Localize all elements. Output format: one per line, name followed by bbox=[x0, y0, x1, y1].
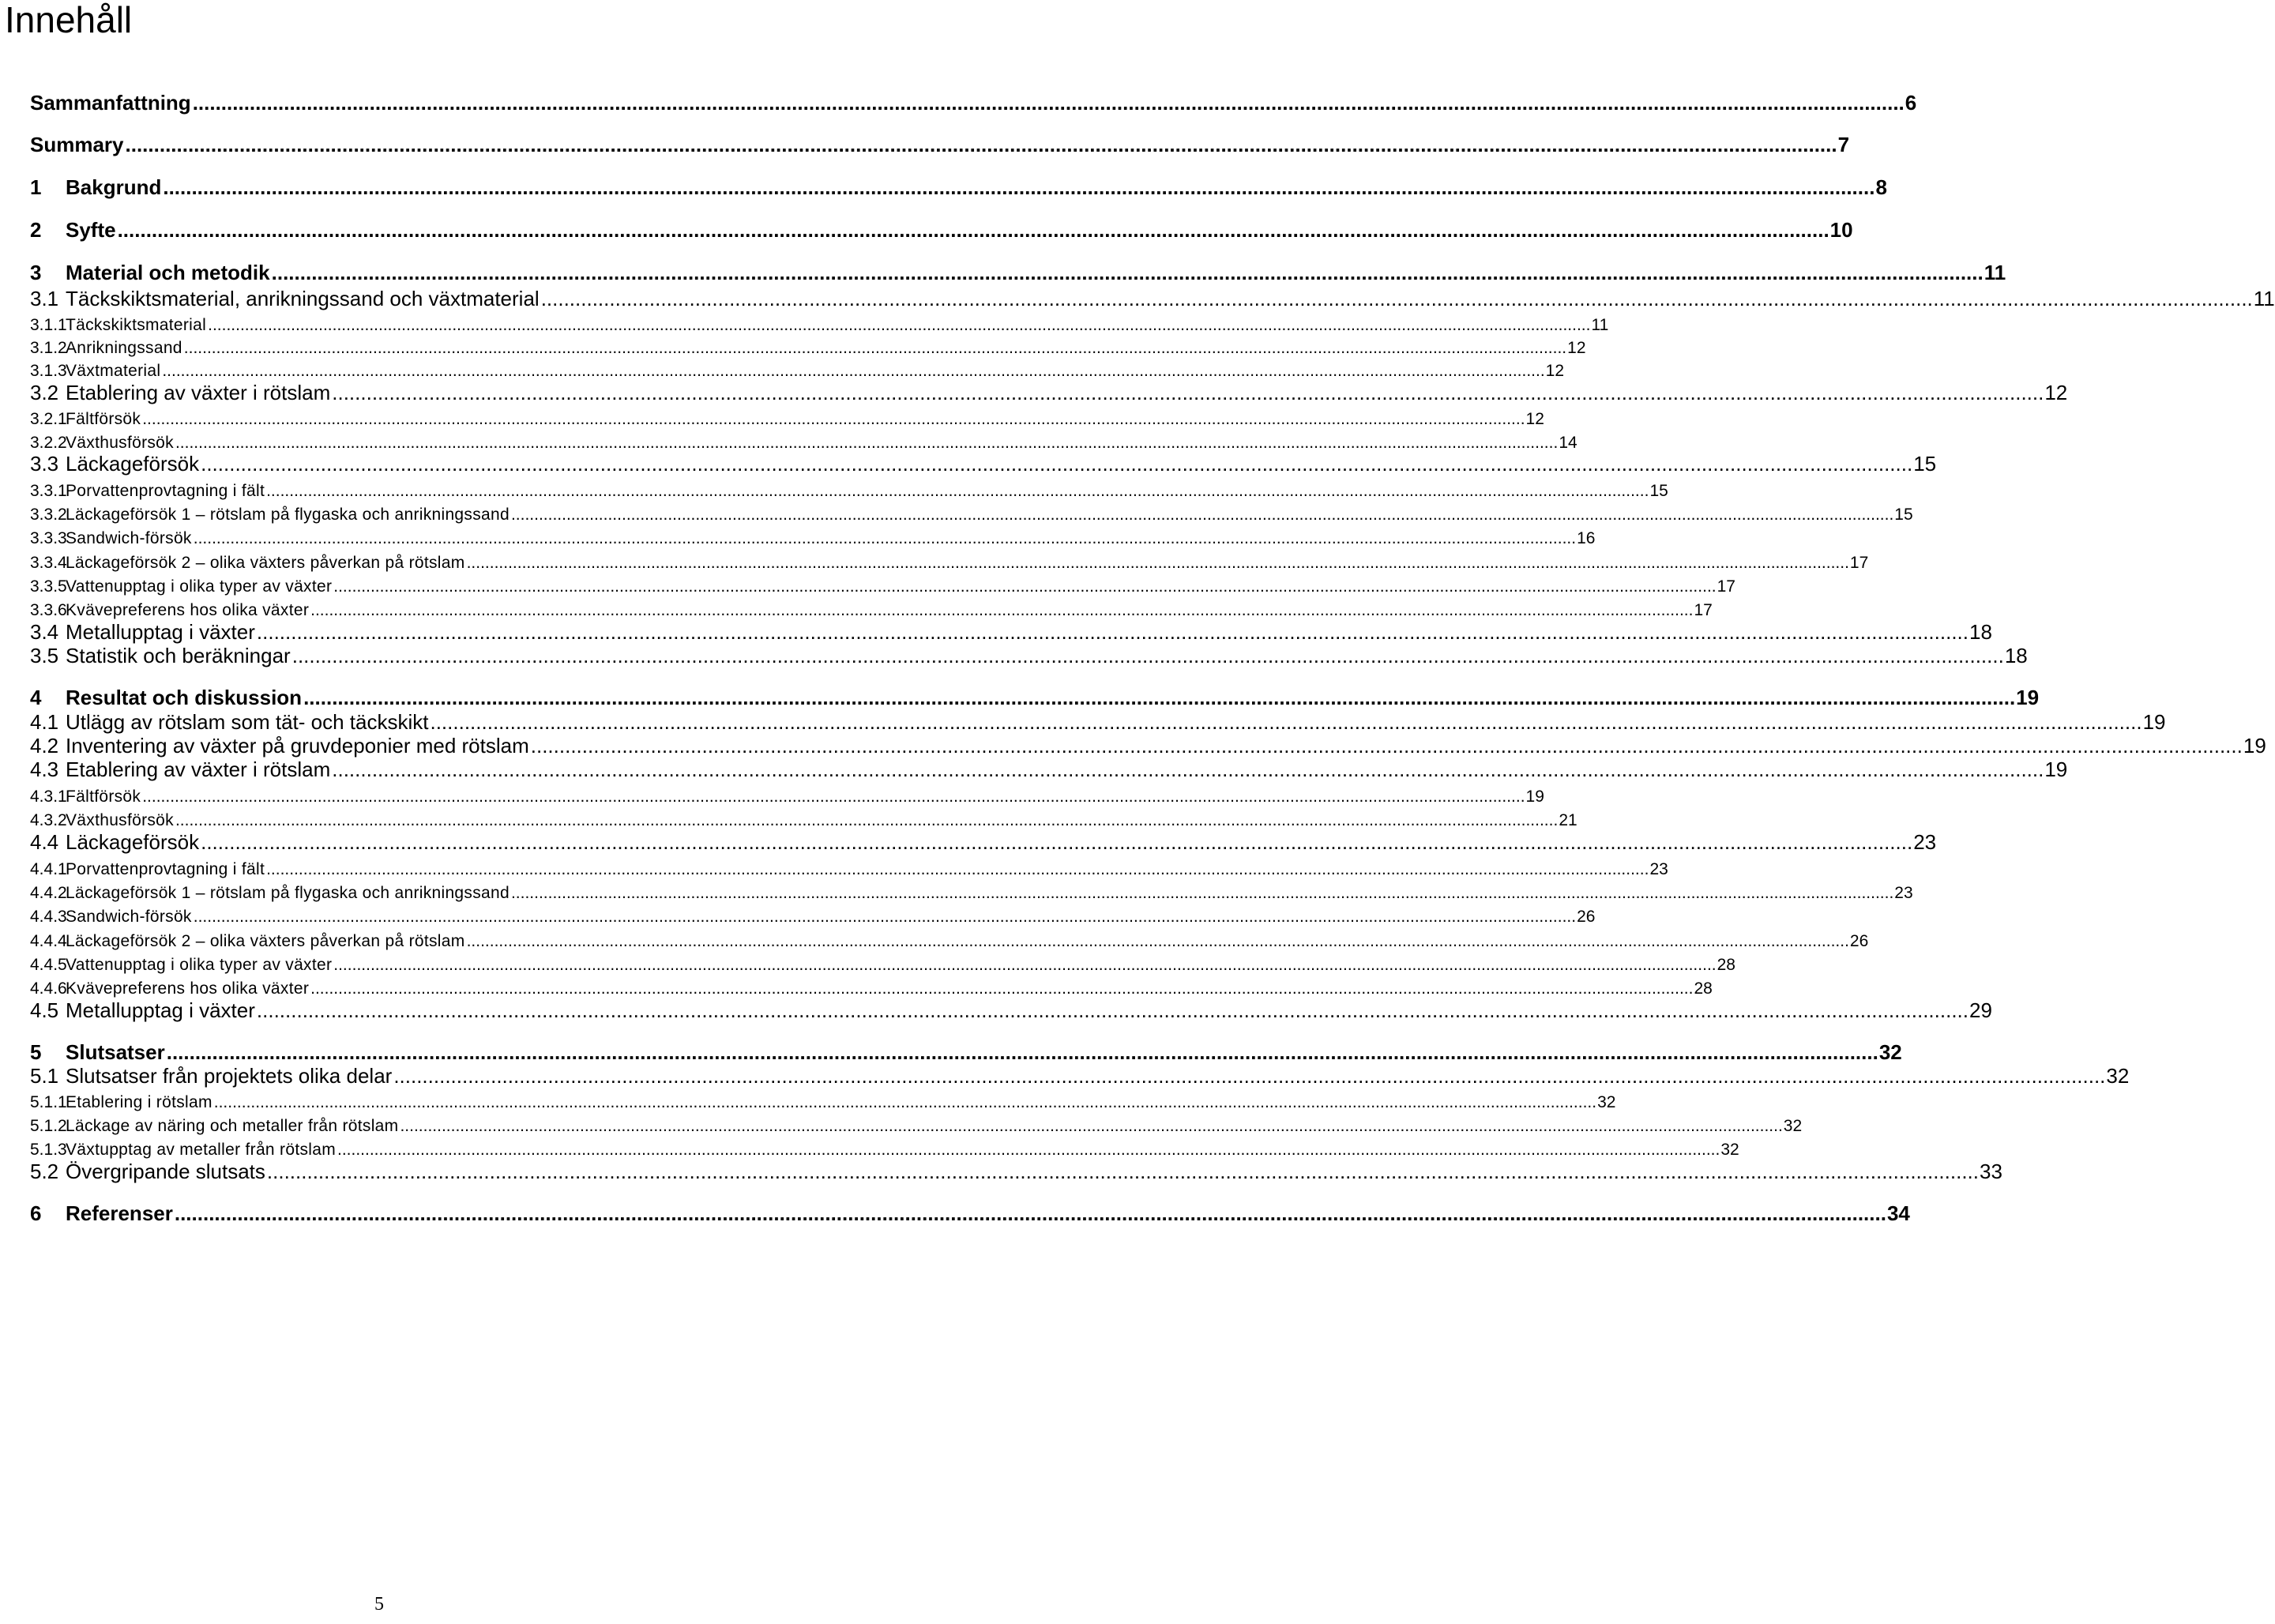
toc-leader-dots: ............................................................................................................................................................................................................................................................................................................ bbox=[208, 316, 1591, 334]
toc-entry-title: Resultat och diskussion bbox=[66, 686, 303, 709]
toc-entry-page: 15 bbox=[1913, 452, 1937, 476]
toc-entry-title: Summary bbox=[30, 133, 124, 156]
toc-entry-number: 2 bbox=[30, 218, 42, 242]
toc-leader-dots: ............................................................................................................................................................................................................................................................................................................ bbox=[183, 339, 1567, 357]
toc-entry-title: Referenser bbox=[66, 1201, 173, 1225]
toc-entry-number: 4.4.6 bbox=[30, 979, 67, 998]
toc-entry-number: 6 bbox=[30, 1201, 42, 1225]
toc-entry[interactable] bbox=[0, 1092, 1616, 1112]
toc-entry-number: 3.1.2 bbox=[30, 339, 67, 357]
toc-entry-number: 3.1.3 bbox=[30, 362, 67, 380]
toc-entry-page: 17 bbox=[1717, 577, 1735, 596]
toc-entry-number: 4.4.3 bbox=[30, 908, 67, 926]
toc-entry-page: 15 bbox=[1894, 506, 1913, 524]
toc-entry[interactable] bbox=[0, 859, 1668, 879]
toc-entry-page: 18 bbox=[2004, 644, 2028, 667]
toc-leader-dots: ............................................................................................................................................................................................................................................................................................................ bbox=[175, 811, 1559, 829]
toc-entry[interactable] bbox=[0, 528, 1596, 548]
toc-entry[interactable] bbox=[0, 1063, 2130, 1088]
toc-entry[interactable] bbox=[0, 132, 1850, 157]
toc-entry-number: 4.3.1 bbox=[30, 788, 67, 806]
toc-leader-dots: ............................................................................................................................................................................................................................................................................................................ bbox=[393, 1064, 2106, 1088]
toc-entry-page: 8 bbox=[1875, 175, 1887, 199]
page-number: 5 bbox=[374, 1594, 384, 1615]
toc-entry[interactable] bbox=[0, 733, 2266, 758]
toc-entry-number: 3.3 bbox=[30, 452, 59, 476]
toc-leader-dots: ............................................................................................................................................................................................................................................................................................................ bbox=[291, 644, 2004, 667]
toc-entry-number: 4.4.1 bbox=[30, 860, 67, 878]
toc-entry-page: 32 bbox=[1783, 1117, 1803, 1135]
toc-entry[interactable] bbox=[0, 978, 1713, 998]
toc-entry-title: Anrikningssand bbox=[66, 339, 182, 357]
toc-entry[interactable] bbox=[0, 90, 1917, 115]
toc-entry-page: 7 bbox=[1837, 133, 1850, 156]
toc-entry-number: 3 bbox=[30, 261, 42, 284]
toc-entry-page: 10 bbox=[1829, 218, 1853, 242]
toc-leader-dots: ............................................................................................................................................................................................................................................................................................................ bbox=[266, 860, 1649, 878]
toc-entry[interactable] bbox=[0, 217, 1853, 242]
toc-entry[interactable] bbox=[0, 600, 1713, 620]
toc-entry-page: 11 bbox=[2253, 287, 2275, 310]
toc-entry-title: Metallupptag i växter bbox=[66, 620, 255, 644]
toc-entry-title: Fältförsök bbox=[66, 788, 141, 806]
toc-entry[interactable] bbox=[0, 432, 1577, 453]
toc-entry[interactable] bbox=[0, 408, 1544, 429]
toc-entry[interactable] bbox=[0, 451, 1937, 476]
toc-entry-page: 29 bbox=[1969, 998, 1992, 1022]
toc-entry[interactable] bbox=[0, 643, 2028, 668]
toc-entry-page: 28 bbox=[1694, 979, 1713, 998]
toc-leader-dots: ............................................................................................................................................................................................................................................................................................................ bbox=[333, 577, 1717, 596]
toc-entry-title: Inventering av växter på gruvdeponier med rötslam bbox=[66, 734, 529, 757]
toc-entry-page: 17 bbox=[1694, 601, 1713, 619]
toc-entry[interactable] bbox=[0, 1159, 2002, 1184]
toc-leader-dots: ............................................................................................................................................................................................................................................................................................................ bbox=[201, 830, 1913, 854]
toc-entry-title: Läckageförsök 1 – rötslam på flygaska och anrikningssand bbox=[66, 506, 510, 524]
toc-entry-number: 5.2 bbox=[30, 1160, 59, 1183]
toc-entry[interactable] bbox=[0, 954, 1735, 975]
toc-entry-page: 11 bbox=[1984, 261, 2006, 284]
toc-entry-page: 6 bbox=[1905, 91, 1917, 115]
toc-leader-dots: ............................................................................................................................................................................................................................................................................................................ bbox=[430, 710, 2142, 734]
toc-entry-title: Slutsatser bbox=[66, 1040, 165, 1064]
toc-entry[interactable] bbox=[0, 380, 2068, 405]
toc-leader-dots: ............................................................................................................................................................................................................................................................................................................ bbox=[332, 381, 2044, 404]
toc-leader-dots: ............................................................................................................................................................................................................................................................................................................ bbox=[142, 788, 1525, 806]
toc-leader-dots: ............................................................................................................................................................................................................................................................................................................ bbox=[510, 884, 1894, 902]
toc-entry-title: Slutsatser från projektets olika delar bbox=[66, 1064, 393, 1088]
toc-entry-title: Etablering av växter i rötslam bbox=[66, 757, 331, 781]
toc-entry-title: Läckageförsök 2 – olika växters påverkan på rötslam bbox=[66, 932, 465, 950]
toc-entry-title: Sandwich-försök bbox=[66, 529, 192, 547]
toc-entry-number: 5.1.1 bbox=[30, 1093, 67, 1111]
toc-leader-dots: ............................................................................................................................................................................................................................................................................................................ bbox=[174, 1201, 1886, 1225]
toc-entry-page: 14 bbox=[1559, 434, 1577, 452]
toc-entry-page: 12 bbox=[1525, 410, 1544, 428]
toc-leader-dots: ............................................................................................................................................................................................................................................................................................................ bbox=[510, 506, 1894, 524]
toc-entry-page: 16 bbox=[1577, 529, 1596, 547]
toc-leader-dots: ............................................................................................................................................................................................................................................................................................................ bbox=[466, 932, 1849, 950]
toc-entry-title: Sammanfattning bbox=[30, 91, 191, 115]
toc-entry-number: 4.4.2 bbox=[30, 884, 67, 902]
toc-leader-dots: ............................................................................................................................................................................................................................................................................................................ bbox=[193, 908, 1577, 926]
toc-entry[interactable] bbox=[0, 260, 2006, 285]
toc-entry-number: 4.4 bbox=[30, 830, 59, 854]
toc-entry-title: Kvävepreferens hos olika växter bbox=[66, 979, 310, 998]
toc-entry-page: 19 bbox=[2142, 710, 2166, 734]
toc-entry-number: 4.2 bbox=[30, 734, 59, 757]
toc-entry-page: 23 bbox=[1649, 860, 1668, 878]
toc-entry-number: 4 bbox=[30, 686, 42, 709]
toc-entry-number: 5 bbox=[30, 1040, 42, 1064]
toc-leader-dots: ............................................................................................................................................................................................................................................................................................................ bbox=[256, 998, 1969, 1022]
toc-entry-page: 26 bbox=[1849, 932, 1869, 950]
toc-entry-title: Växthusförsök bbox=[66, 434, 174, 452]
toc-entry-page: 12 bbox=[1545, 362, 1565, 380]
toc-entry-page: 23 bbox=[1894, 884, 1913, 902]
toc-leader-dots: ............................................................................................................................................................................................................................................................................................................ bbox=[400, 1117, 1783, 1135]
toc-entry-number: 4.3.2 bbox=[30, 811, 67, 829]
toc-entry-page: 32 bbox=[1878, 1040, 1902, 1064]
toc-entry-title: Läckageförsök 2 – olika växters påverkan på rötslam bbox=[66, 554, 465, 572]
toc-entry-number: 3.4 bbox=[30, 620, 59, 644]
toc-entry-title: Statistik och beräkningar bbox=[66, 644, 291, 667]
toc-entry-page: 28 bbox=[1717, 956, 1735, 974]
toc-entry-page: 18 bbox=[1969, 620, 1992, 644]
toc-entry[interactable] bbox=[0, 906, 1596, 927]
toc-leader-dots: ............................................................................................................................................................................................................................................................................................................ bbox=[256, 620, 1969, 644]
toc-entry[interactable] bbox=[0, 175, 1887, 200]
toc-leader-dots: ............................................................................................................................................................................................................................................................................................................ bbox=[530, 734, 2243, 757]
toc-entry-title: Övergripande slutsats bbox=[66, 1160, 265, 1183]
toc-leader-dots: ............................................................................................................................................................................................................................................................................................................ bbox=[162, 362, 1545, 380]
toc-entry-page: 33 bbox=[1980, 1160, 2002, 1183]
toc-leader-dots: ............................................................................................................................................................................................................................................................................................................ bbox=[166, 1040, 1878, 1064]
toc-entry-title: Etablering av växter i rötslam bbox=[66, 381, 331, 404]
toc-entry-number: 3.3.4 bbox=[30, 554, 67, 572]
toc-leader-dots: ............................................................................................................................................................................................................................................................................................................ bbox=[271, 261, 1984, 284]
toc-entry[interactable] bbox=[0, 504, 1913, 524]
toc-entry-number: 4.1 bbox=[30, 710, 59, 734]
toc-entry[interactable] bbox=[0, 619, 1992, 645]
toc-entry-page: 26 bbox=[1577, 908, 1596, 926]
toc-leader-dots: ............................................................................................................................................................................................................................................................................................................ bbox=[163, 175, 1875, 199]
toc-entry-number: 3.5 bbox=[30, 644, 59, 667]
toc-entry-number: 3.2.1 bbox=[30, 410, 67, 428]
toc-entry-title: Porvattenprovtagning i fält bbox=[66, 860, 265, 878]
page-title: Innehåll bbox=[5, 0, 133, 40]
toc-entry-title: Etablering i rötslam bbox=[66, 1093, 212, 1111]
toc-leader-dots: ............................................................................................................................................................................................................................................................................................................ bbox=[466, 554, 1849, 572]
toc-entry-page: 23 bbox=[1913, 830, 1937, 854]
toc-entry-page: 19 bbox=[2044, 757, 2068, 781]
toc-entry-title: Läckageförsök bbox=[66, 452, 200, 476]
toc-entry-number: 4.5 bbox=[30, 998, 59, 1022]
toc-entry-page: 19 bbox=[2243, 734, 2266, 757]
toc-entry-number: 3.3.6 bbox=[30, 601, 67, 619]
toc-entry-number: 5.1.3 bbox=[30, 1141, 67, 1159]
toc-entry[interactable] bbox=[0, 1115, 1803, 1136]
toc-entry[interactable] bbox=[0, 709, 2166, 735]
toc-entry-page: 12 bbox=[2044, 381, 2068, 404]
toc-entry-number: 3.1 bbox=[30, 287, 59, 310]
toc-entry[interactable] bbox=[0, 882, 1913, 903]
toc-entry-number: 3.2.2 bbox=[30, 434, 67, 452]
toc-leader-dots: ............................................................................................................................................................................................................................................................................................................ bbox=[310, 979, 1694, 998]
toc-entry[interactable] bbox=[0, 337, 1586, 358]
toc-entry[interactable] bbox=[0, 576, 1735, 596]
toc-entry[interactable] bbox=[0, 1201, 1910, 1226]
toc-entry-title: Vattenupptag i olika typer av växter bbox=[66, 956, 333, 974]
toc-entry-title: Läckageförsök bbox=[66, 830, 200, 854]
toc-leader-dots: ............................................................................................................................................................................................................................................................................................................ bbox=[213, 1093, 1597, 1111]
toc-entry-page: 34 bbox=[1886, 1201, 1910, 1225]
toc-entry-page: 17 bbox=[1849, 554, 1869, 572]
toc-entry-title: Täckskiktsmaterial bbox=[66, 316, 207, 334]
toc-entry-title: Material och metodik bbox=[66, 261, 270, 284]
toc-entry-number: 3.1.1 bbox=[30, 316, 67, 334]
toc-leader-dots: ............................................................................................................................................................................................................................................................................................................ bbox=[337, 1141, 1720, 1159]
toc-entry-page: 12 bbox=[1567, 339, 1586, 357]
toc-entry-title: Bakgrund bbox=[66, 175, 162, 199]
toc-entry[interactable] bbox=[0, 786, 1544, 806]
toc-entry[interactable] bbox=[0, 1039, 1902, 1065]
toc-entry-title: Växthusförsök bbox=[66, 811, 174, 829]
toc-entry-title: Fältförsök bbox=[66, 410, 141, 428]
toc-entry-title: Kvävepreferens hos olika växter bbox=[66, 601, 310, 619]
toc-entry-number: 4.3 bbox=[30, 757, 59, 781]
toc-entry-title: Läckage av näring och metaller från rötslam bbox=[66, 1117, 399, 1135]
toc-entry-number: 3.2 bbox=[30, 381, 59, 404]
toc-entry-title: Syfte bbox=[66, 218, 116, 242]
toc-leader-dots: ............................................................................................................................................................................................................................................................................................................ bbox=[333, 956, 1717, 974]
toc-leader-dots: ............................................................................................................................................................................................................................................................................................................ bbox=[540, 287, 2253, 310]
toc-leader-dots: ............................................................................................................................................................................................................................................................................................................ bbox=[193, 529, 1577, 547]
toc-entry[interactable] bbox=[0, 930, 1869, 951]
toc-leader-dots: ............................................................................................................................................................................................................................................................................................................ bbox=[266, 482, 1649, 500]
toc-entry-number: 5.1.2 bbox=[30, 1117, 67, 1135]
toc-entry-page: 21 bbox=[1559, 811, 1577, 829]
toc-entry-title: Sandwich-försök bbox=[66, 908, 192, 926]
toc-entry[interactable] bbox=[0, 1139, 1739, 1160]
toc-entry-title: Täckskiktsmaterial, anrikningssand och växtmaterial bbox=[66, 287, 540, 310]
toc-entry-number: 3.3.2 bbox=[30, 506, 67, 524]
toc-entry-page: 19 bbox=[1525, 788, 1544, 806]
toc-entry-number: 4.4.4 bbox=[30, 932, 67, 950]
toc-entry-number: 4.4.5 bbox=[30, 956, 67, 974]
toc-entry-title: Porvattenprovtagning i fält bbox=[66, 482, 265, 500]
toc-entry[interactable] bbox=[0, 757, 2068, 782]
toc-leader-dots: ............................................................................................................................................................................................................................................................................................................ bbox=[192, 91, 1905, 115]
toc-entry[interactable] bbox=[0, 286, 2275, 311]
toc-entry-title: Utlägg av rötslam som tät- och täckskikt bbox=[66, 710, 429, 734]
toc-entry-page: 32 bbox=[2106, 1064, 2130, 1088]
toc-entry-page: 32 bbox=[1597, 1093, 1616, 1111]
toc-leader-dots: ............................................................................................................................................................................................................................................................................................................ bbox=[303, 686, 2016, 709]
toc-entry[interactable] bbox=[0, 829, 1937, 855]
toc-entry-title: Växtupptag av metaller från rötslam bbox=[66, 1141, 336, 1159]
toc-leader-dots: ............................................................................................................................................................................................................................................................................................................ bbox=[310, 601, 1694, 619]
toc-entry-title: Metallupptag i växter bbox=[66, 998, 255, 1022]
toc-leader-dots: ............................................................................................................................................................................................................................................................................................................ bbox=[266, 1160, 1979, 1183]
toc-leader-dots: ............................................................................................................................................................................................................................................................................................................ bbox=[117, 218, 1829, 242]
toc-entry-title: Växtmaterial bbox=[66, 362, 161, 380]
toc-entry-title: Läckageförsök 1 – rötslam på flygaska och anrikningssand bbox=[66, 884, 510, 902]
toc-entry[interactable] bbox=[0, 998, 1992, 1023]
toc-leader-dots: ............................................................................................................................................................................................................................................................................................................ bbox=[142, 410, 1525, 428]
toc-entry-number: 3.3.1 bbox=[30, 482, 67, 500]
toc-leader-dots: ............................................................................................................................................................................................................................................................................................................ bbox=[175, 434, 1559, 452]
toc-entry-number: 5.1 bbox=[30, 1064, 59, 1088]
toc-entry-page: 19 bbox=[2016, 686, 2040, 709]
toc-entry[interactable] bbox=[0, 685, 2040, 710]
toc-entry-number: 3.3.3 bbox=[30, 529, 67, 547]
toc-entry[interactable] bbox=[0, 810, 1577, 830]
toc-leader-dots: ............................................................................................................................................................................................................................................................................................................ bbox=[125, 133, 1837, 156]
toc-entry[interactable] bbox=[0, 552, 1869, 573]
toc-leader-dots: ............................................................................................................................................................................................................................................................................................................ bbox=[332, 757, 2044, 781]
toc-entry[interactable] bbox=[0, 360, 1565, 381]
toc-entry-page: 32 bbox=[1720, 1141, 1739, 1159]
toc-entry-title: Vattenupptag i olika typer av växter bbox=[66, 577, 333, 596]
toc-entry[interactable] bbox=[0, 314, 1609, 335]
toc-entry-number: 3.3.5 bbox=[30, 577, 67, 596]
toc-entry-page: 11 bbox=[1591, 316, 1609, 334]
toc-entry[interactable] bbox=[0, 480, 1668, 501]
toc-entry-number: 1 bbox=[30, 175, 42, 199]
toc-entry-page: 15 bbox=[1649, 482, 1668, 500]
toc-leader-dots: ............................................................................................................................................................................................................................................................................................................ bbox=[201, 452, 1913, 476]
